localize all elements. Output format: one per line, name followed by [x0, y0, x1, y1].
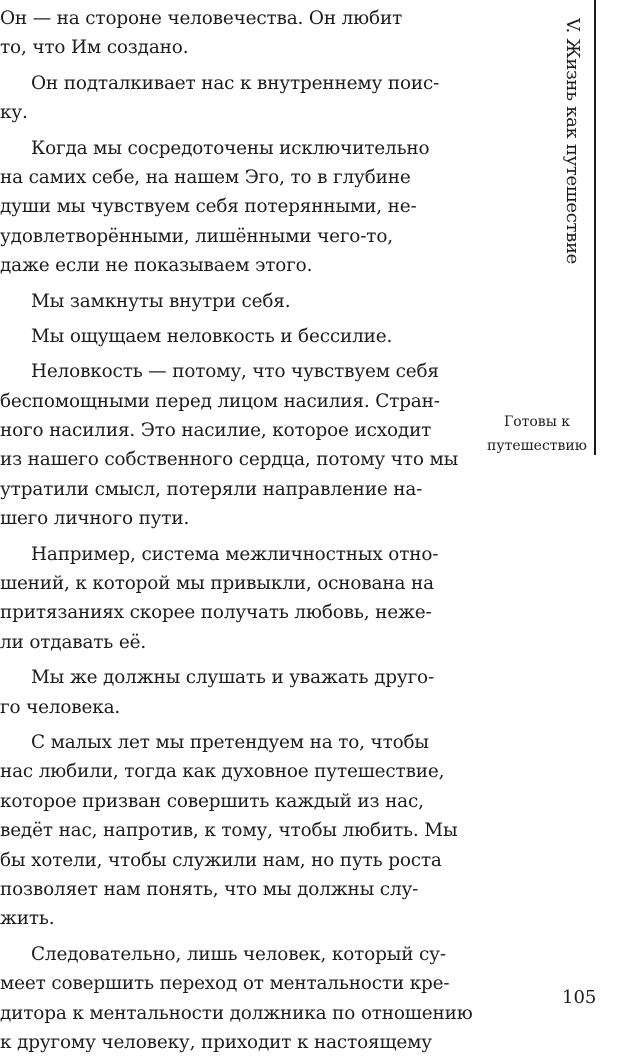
- body-text: [0, 4, 473, 1057]
- text-line: Следовательно, лишь человек, который су-: [31, 943, 446, 965]
- text-line: ного насилия. Это насилие, которое исходит: [0, 420, 432, 442]
- text-line: то, что Им создано.: [0, 37, 189, 59]
- margin-note-line: путешествию: [487, 438, 587, 454]
- text-line: меет совершить переход от ментальности кре-: [0, 973, 450, 995]
- text-line: которое призван совершить каждый из нас,: [0, 790, 424, 812]
- text-line: даже если не показываем этого.: [0, 255, 313, 277]
- running-head: V. Жизнь как путешествие: [562, 18, 583, 265]
- text-line: жить.: [0, 908, 55, 930]
- running-head-rule: [594, 0, 596, 455]
- text-line: го человека.: [0, 696, 121, 718]
- text-line: беспомощными перед лицом насилия. Стран-: [0, 390, 440, 412]
- text-line: удовлетворёнными, лишёнными чего-то,: [0, 225, 393, 247]
- text-line: притязаниях скорее получать любовь, неже-: [0, 602, 432, 624]
- text-line: Он подталкивает нас к внутреннему поис-: [31, 72, 440, 94]
- text-line: ли отдавать её.: [0, 631, 147, 653]
- text-line: шего личного пути.: [0, 508, 190, 530]
- text-line: из нашего собственного сердца, потому что мы: [0, 449, 459, 471]
- text-line: Когда мы сосредоточены исключительно: [31, 137, 430, 159]
- text-line: души мы чувствуем себя потерянными, не-: [0, 196, 417, 218]
- text-line: на самих себе, на нашем Эго, то в глубине: [0, 166, 411, 188]
- text-line: нас любили, тогда как духовное путешествие,: [0, 761, 445, 783]
- margin-note: [470, 410, 604, 458]
- text-line: Например, система межличностных отно-: [31, 543, 439, 565]
- text-line: С малых лет мы претендуем на то, чтобы: [31, 731, 429, 753]
- text-line: Неловкость — потому, что чувствуем себя: [31, 361, 439, 383]
- text-line: Мы же должны слушать и уважать друго-: [31, 667, 435, 689]
- text-line: бы хотели, чтобы служили нам, но путь роста: [0, 849, 442, 871]
- text-line: дитора к ментальности должника по отношению: [0, 1002, 473, 1024]
- text-line: Мы замкнуты внутри себя.: [31, 290, 291, 312]
- text-line: позволяет нам понять, что мы должны слу-: [0, 878, 419, 900]
- margin-note-line: Готовы к: [503, 414, 571, 430]
- page-number: 105: [562, 987, 597, 1008]
- text-line: ку.: [0, 102, 28, 124]
- text-line: к другому человеку, приходит к настоящему: [0, 1031, 432, 1053]
- text-line: шений, к которой мы привыкли, основана на: [0, 573, 434, 595]
- text-line: Он — на стороне человечества. Он любит: [0, 8, 403, 29]
- text-line: ведёт нас, напротив, к тому, чтобы любить. Мы: [0, 820, 458, 842]
- text-line: утратили смысл, потеряли направление на-: [0, 478, 423, 500]
- text-line: Мы ощущаем неловкость и бессилие.: [31, 325, 393, 347]
